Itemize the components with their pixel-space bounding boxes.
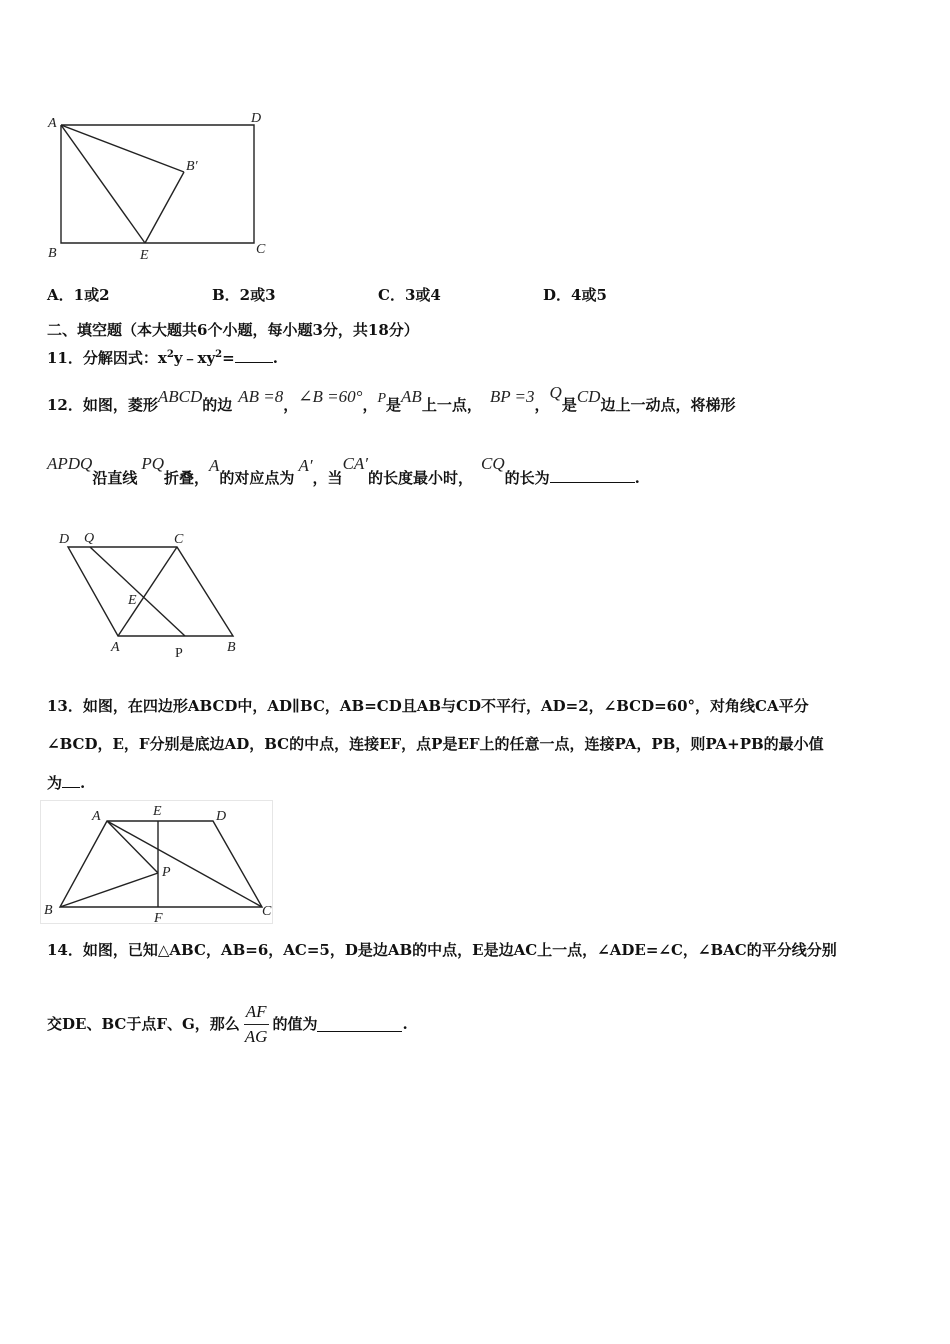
q11-sup2: 2 (215, 349, 223, 360)
segment-bp (60, 873, 158, 907)
fig2-label-p: P (175, 646, 183, 661)
q12-math-a: A (209, 456, 220, 475)
q12-math-a-prime: A′ (298, 456, 313, 475)
segment-b-prime-e (145, 172, 184, 243)
q12-math-cd: CD (576, 387, 601, 406)
q12-is2: 是 (561, 396, 577, 414)
fig2-label-d: D (59, 532, 70, 547)
q12-comma2: ， (362, 396, 378, 414)
q11-text: 11．分解因式：x (47, 349, 167, 367)
question-12-line1 (47, 382, 735, 412)
q12-along: 沿直线 (92, 469, 138, 487)
label-b: B (48, 246, 57, 261)
q12-corr: 的对应点为 (219, 469, 295, 487)
q12-math-abcd: ABCD (157, 387, 203, 406)
q12-math-ab8: AB =8 (238, 387, 284, 406)
q14-period: . (402, 1015, 408, 1033)
q12-num: 12．如图，菱形 (47, 396, 158, 414)
q12-comma1: ， (283, 396, 299, 414)
label-a: A (48, 116, 57, 131)
q12-answer-blank[interactable] (550, 467, 635, 483)
segment-ae (61, 125, 145, 243)
q12-math-cq: CQ (481, 454, 505, 473)
q12-len: 的长度最小时， (368, 469, 474, 487)
choice-d[interactable]: D．4或5 (543, 286, 607, 304)
fig3-label-b: B (44, 903, 53, 918)
q12-math-q: Q (549, 383, 562, 402)
figure-rectangle-fold (40, 105, 280, 265)
fig3-label-a: A (92, 809, 101, 824)
fig3-label-p: P (162, 865, 171, 880)
q13-line2: ∠BCD，E，F分别是底边AD，BC的中点，连接EF，点P是EF上的任意一点，连接PA，PB，则PA+PB的最小值 (47, 735, 824, 753)
rhombus-abcd (68, 547, 233, 636)
q13-answer-blank[interactable] (62, 772, 80, 788)
q12-math-pq: PQ (141, 454, 165, 473)
q12-fold: 折叠， (164, 469, 210, 487)
segment-ab-prime (61, 125, 184, 172)
fig2-label-b: B (227, 640, 236, 655)
fig3-label-d: D (216, 809, 227, 824)
q13-period: . (80, 774, 86, 792)
q12-is-len: 的长为 (504, 469, 550, 487)
q13-line1: 13．如图，在四边形ABCD中，AD∥BC，AB=CD且AB与CD不平行，AD=2，∠BCD=60°，对角线CA平分 (47, 697, 809, 715)
q14-pre: 交DE、BC于点F、G，那么 (47, 1015, 240, 1033)
q12-edge: 的边 (202, 396, 233, 414)
q12-upper: 上一点， (421, 396, 482, 414)
figure-rhombus (50, 525, 260, 665)
rectangle-abcd (61, 125, 254, 243)
q13-prefix: 为 (47, 774, 63, 792)
q12-moving: 边上一动点，将梯形 (600, 396, 736, 414)
fig2-label-e: E (128, 593, 137, 608)
q12-math-p: P (377, 391, 387, 406)
q14-frac-num: AF (244, 1002, 269, 1025)
choice-b[interactable]: B．2或3 (212, 286, 276, 304)
q12-math-ca-prime: CA′ (342, 454, 369, 473)
trapezoid-abcd (60, 821, 262, 907)
q12-math-bp3: BP =3 (489, 387, 535, 406)
fig3-label-c: C (262, 904, 272, 919)
q14-line1: 14．如图，已知△ABC，AB=6，AC=5，D是边AB的中点，E是边AC上一点，∠ADE=∠C，∠BAC的平分线分别 (47, 941, 837, 959)
q13-line3 (47, 772, 85, 793)
q12-math-angle: ∠B =60° (298, 387, 363, 406)
figure-trapezoid (40, 800, 275, 925)
q14-frac-den: AG (244, 1026, 268, 1046)
diagonal-ac (107, 821, 262, 907)
q11-sup1: 2 (166, 349, 174, 360)
q12-period: . (634, 469, 640, 487)
choice-c[interactable]: C．3或4 (378, 286, 441, 304)
q11-post: = (222, 349, 235, 367)
segment-qp (90, 547, 185, 636)
fig2-label-a: A (111, 640, 120, 655)
q14-post: 的值为 (272, 1015, 318, 1033)
fig2-label-c: C (174, 532, 184, 547)
segment-ap (107, 821, 158, 873)
choice-a[interactable]: A．1或2 (47, 286, 110, 304)
section-title: 二、填空题（本大题共6个小题，每小题3分，共18分） (47, 321, 419, 339)
label-e: E (140, 248, 149, 263)
label-b-prime: B′ (186, 159, 198, 174)
fig3-label-e: E (153, 804, 162, 819)
question-12-line2 (47, 455, 640, 485)
label-c: C (256, 242, 266, 257)
question-11 (47, 345, 278, 368)
q12-is: 是 (386, 396, 402, 414)
q14-line2 (47, 998, 408, 1050)
diagonal-ca (118, 547, 177, 636)
q11-mid: y﹣xy (173, 349, 216, 367)
q12-math-ab: AB (401, 387, 422, 406)
label-d: D (251, 111, 262, 126)
q11-answer-blank[interactable] (235, 347, 273, 363)
fig3-label-f: F (154, 911, 163, 925)
q12-when: ，当 (312, 469, 343, 487)
fig2-label-q: Q (84, 531, 95, 546)
q12-math-apdq: APDQ (47, 454, 93, 473)
q14-fraction (243, 1002, 270, 1047)
q14-answer-blank[interactable] (317, 1016, 402, 1032)
q11-period: . (272, 349, 278, 367)
q12-comma3: ， (534, 396, 550, 414)
